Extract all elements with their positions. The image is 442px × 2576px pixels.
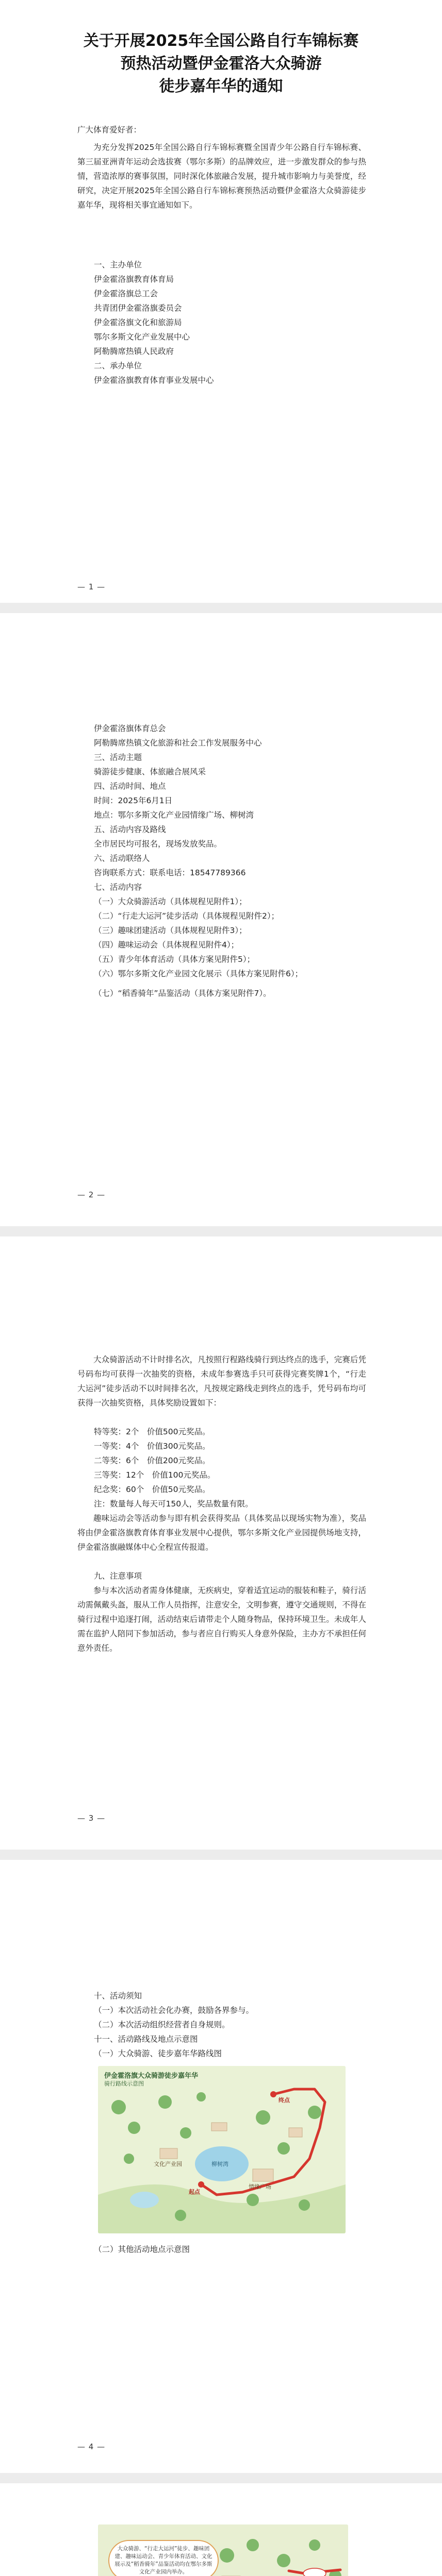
prize-line: 三等奖：12个 价值100元奖品。 xyxy=(94,1470,216,1480)
body-line: 伊金霍洛旗体育总会 xyxy=(94,724,166,733)
map-label: 情缘广场 xyxy=(249,2183,271,2190)
body-line: 十、活动须知 xyxy=(94,1991,142,2001)
body-line: 七、活动内容 xyxy=(94,883,142,892)
prize-line: 纪念奖：60个 价值50元奖品。 xyxy=(94,1485,210,1494)
prize-line: 二等奖：6个 价值200元奖品。 xyxy=(94,1456,210,1465)
page-number: — 4 — xyxy=(77,2442,106,2451)
body-line: 时间：2025年6月1日 xyxy=(94,796,173,805)
salutation: 广大体育爱好者： xyxy=(77,125,142,134)
body-line: （三）趣味团建活动（具体规程见附件3）； xyxy=(94,926,247,935)
section-line: 共青团伊金霍洛旗委员会 xyxy=(94,303,182,313)
section-line: 一、主办单位 xyxy=(94,260,142,269)
body-line: （一）本次活动社会化办赛，鼓励各界参与。 xyxy=(94,2006,254,2015)
body-line: （一）大众骑游活动（具体规程见附件1）； xyxy=(94,897,247,906)
body-line: 地点：鄂尔多斯文化产业园情缘广场、柳树湾 xyxy=(94,810,254,820)
route-map xyxy=(98,2066,346,2233)
page-number: — 3 — xyxy=(77,1814,106,1823)
section-line: 鄂尔多斯文化产业发展中心 xyxy=(94,332,190,342)
body-line: （七）“稻香骑年”品鉴活动（具体方案见附件7）。 xyxy=(94,989,271,998)
section-line: 伊金霍洛旗文化和旅游局 xyxy=(94,318,182,327)
map-title: 伊金霍洛旗大众骑游徒步嘉年华 xyxy=(104,2072,199,2080)
body-line: 全市居民均可报名，现场发放奖品。 xyxy=(94,839,222,849)
prize-note: 注：数量每人每天可150人，奖品数量有限。 xyxy=(94,1499,253,1509)
body-line: 骑游徒步健康、体旅融合展风采 xyxy=(94,767,206,776)
route-map-graphic xyxy=(98,2066,346,2233)
page-5 xyxy=(0,2483,442,2576)
page-1 xyxy=(0,0,442,603)
body-line: （二）其他活动地点示意图 xyxy=(94,2245,190,2254)
map-subtitle: 骑行路线示意图 xyxy=(104,2080,144,2087)
body-line: （六）鄂尔多斯文化产业园文化展示（具体方案见附件6）； xyxy=(94,969,303,978)
body-line: 十一、活动路线及地点示意图 xyxy=(94,2035,198,2044)
venue-note: 大众骑游、“行走大运河”徒步、趣味团建、趣味运动会、青少年体育活动、文化展示及“稻香骑年”品鉴活动均在鄂尔多斯文化产业园内举办。 xyxy=(108,2540,219,2576)
section-line: 伊金霍洛旗总工会 xyxy=(94,289,158,298)
body-line: （一）大众骑游、徒步嘉年华路线图 xyxy=(94,2049,222,2058)
body-line: 四、活动时间、地点 xyxy=(94,782,166,791)
body-line: 咨询联系方式：联系电话：18547789366 xyxy=(94,868,246,877)
section-line: 阿勒腾席热镇人民政府 xyxy=(94,347,174,356)
intro-paragraph: 为充分发挥2025年全国公路自行车锦标赛暨全国青少年公路自行车锦标赛、第三届亚洲青年运动会选拔赛（鄂尔多斯）的品牌效应，进一步激发群众的参与热情，营造浓厚的赛事氛围，同时深化体旅融合发展，提升城市影响力与美誉度，经研究，决定开展2025年全国公路自行车锦标赛预热活动暨伊金霍洛大众骑游徒步嘉年华，现将相关事宜通知如下。 xyxy=(77,143,366,210)
body-line: （四）趣味运动会（具体规程见附件4）； xyxy=(94,940,239,950)
map-label: 柳树湾 xyxy=(211,2161,228,2167)
award-paragraph: 大众骑游活动不计时排名次，凡按照行程路线骑行到达终点的选手，完赛后凭号码布均可获得一次抽奖的资格，未成年参赛选手只可获得完赛奖牌1个，“行走大运河”徒步活动不以时间排名次，凡按规定路线走到终点的选手，凭号码布均可获得一次抽奖资格，具体奖励设置如下： xyxy=(77,1355,366,1408)
map-label-start: 起点 xyxy=(189,2189,200,2195)
doc-title-line: 关于开展2025年全国公路自行车锦标赛 xyxy=(83,32,359,50)
body-line: 阿勒腾席热镇文化旅游和社会工作发展服务中心 xyxy=(94,738,262,748)
prize-line: 一等奖：4个 价值300元奖品。 xyxy=(94,1442,210,1451)
page-number: — 1 — xyxy=(77,582,106,591)
section-heading: 九、注意事项 xyxy=(94,1571,142,1581)
sponsor-paragraph: 趣味运动会等活动参与即有机会获得奖品（具体奖品以现场实物为准），奖品将由伊金霍洛旗教育体育事业发展中心提供，鄂尔多斯文化产业园提供场地支持，伊金霍洛旗融媒体中心全程宣传报道。 xyxy=(77,1514,366,1552)
section-line: 伊金霍洛旗教育体育局 xyxy=(94,275,174,284)
notice-paragraph: 参与本次活动者需身体健康，无疾病史，穿着适宜运动的服装和鞋子，骑行活动需佩戴头盔，服从工作人员指挥，注意安全，文明参赛，遵守交通规则，不得在骑行过程中追逐打闹，活动结束后请带走个人随身物品，保持环境卫生。未成年人需在监护人陪同下参加活动，参与者应自行购买人身意外保险，主办方不承担任何意外责任。 xyxy=(77,1586,366,1653)
page-number: — 2 — xyxy=(77,1190,106,1199)
map-label: 文化产业园 xyxy=(154,2161,182,2167)
doc-title-line: 徒步嘉年华的通知 xyxy=(159,77,283,95)
prize-line: 特等奖：2个 价值500元奖品。 xyxy=(94,1427,210,1436)
body-line: （五）青少年体育活动（具体方案见附件5）； xyxy=(94,955,255,964)
body-line: 三、活动主题 xyxy=(94,753,142,762)
venue-map xyxy=(98,2524,348,2576)
body-line: 六、活动联络人 xyxy=(94,854,150,863)
map-label-end: 终点 xyxy=(279,2097,290,2104)
page-2 xyxy=(0,613,442,1226)
page-4 xyxy=(0,1860,442,2473)
body-line: （二）“行走大运河”徒步活动（具体规程见附件2）； xyxy=(94,911,280,921)
page-3 xyxy=(0,1236,442,1850)
section-line: 二、承办单位 xyxy=(94,361,142,370)
body-line: （二）本次活动组织经营者自身规则。 xyxy=(94,2020,230,2029)
section-line: 伊金霍洛旗教育体育事业发展中心 xyxy=(94,376,214,385)
doc-title-line: 预热活动暨伊金霍洛大众骑游 xyxy=(120,55,322,73)
body-line: 五、活动内容及路线 xyxy=(94,825,166,834)
